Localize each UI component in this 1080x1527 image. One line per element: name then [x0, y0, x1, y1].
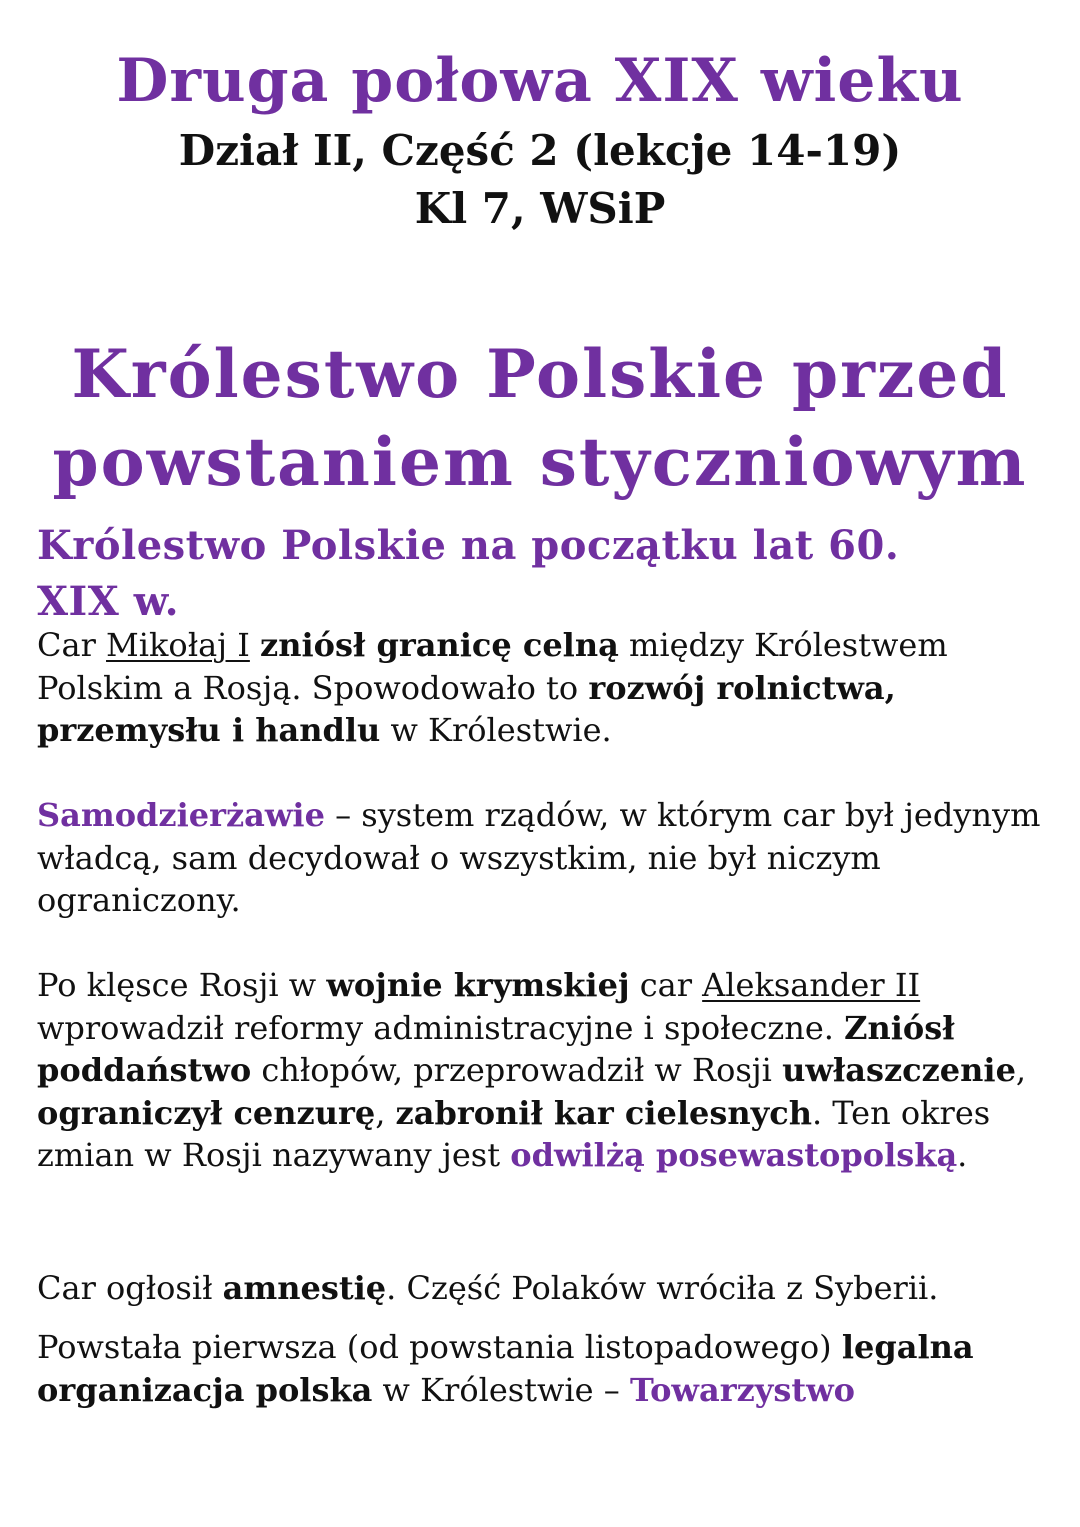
text-run: między Królestwem Polskim a Rosją. Spowodowało to: [37, 626, 948, 707]
key-term: uwłaszczenie: [782, 1051, 1016, 1089]
key-term: zabronił kar cielesnych: [395, 1093, 812, 1132]
text-run: [250, 626, 260, 664]
section-heading-line-2: XIX w.: [37, 578, 180, 625]
paragraph-autocracy-definition: [37, 794, 1047, 922]
text-run: Car ogłosił: [37, 1269, 223, 1307]
document-subtitle-class: Kl 7, WSiP: [414, 184, 666, 233]
text-run: . Część Polaków wróciła z Syberii.: [386, 1269, 939, 1307]
key-term: legalna organizacja polska: [37, 1328, 974, 1409]
text-run: wprowadził reformy administracyjne i społeczne.: [37, 1008, 845, 1047]
definition-term: Towarzystwo: [629, 1370, 856, 1409]
section-heading-line-1: Królestwo Polskie na początku lat 60.: [37, 522, 900, 569]
text-run: ,: [375, 1093, 396, 1132]
text-run: ,: [1015, 1051, 1027, 1089]
text-run: w Królestwie –: [372, 1370, 630, 1409]
document-title: Druga połowa XIX wieku: [116, 46, 964, 116]
key-term: wojnie krymskiej: [326, 966, 630, 1004]
paragraph-organization: [37, 1326, 1047, 1411]
text-run: Powstała pierwsza (od powstania listopadowego): [37, 1328, 842, 1366]
paragraph-customs-border: [37, 624, 1047, 752]
paragraph-amnesty: [37, 1267, 1047, 1310]
definition-term: odwilżą posewastopolską: [510, 1136, 958, 1174]
person-name-nicholas-i: Mikołaj I: [106, 626, 250, 664]
section-heading: [37, 518, 1027, 630]
text-run: Po klęsce Rosji w: [37, 966, 327, 1004]
key-term: rozwój rolnictwa, przemysłu i handlu: [37, 668, 896, 749]
text-run: Car: [37, 626, 107, 664]
lesson-title-line-2: powstaniem styczniowym: [52, 423, 1028, 501]
person-name-alexander-ii: Aleksander II: [702, 966, 921, 1004]
key-term: amnestię: [222, 1269, 387, 1307]
key-term: Zniósł poddaństwo: [37, 1008, 955, 1089]
text-run: .: [957, 1136, 968, 1174]
text-run: chłopów, przeprowadził w Rosji: [251, 1051, 783, 1089]
definition-term: Samodzierżawie: [37, 796, 325, 834]
document-subtitle-section: Dział II, Część 2 (lekcje 14-19): [178, 126, 902, 175]
text-run: w Królestwie.: [380, 711, 612, 749]
lesson-title: [0, 330, 1080, 506]
paragraph-reforms: [37, 964, 1047, 1177]
text-run: . Ten okres zmian w Rosji nazywany jest: [37, 1093, 991, 1174]
text-run: – system rządów, w którym car był jedynym władcą, sam decydował o wszystkim, nie był niczym ograniczony.: [37, 796, 1041, 919]
key-term: ograniczył cenzurę: [37, 1093, 376, 1132]
key-term: zniósł granicę celną: [260, 626, 619, 664]
text-run: car: [629, 966, 703, 1004]
lesson-title-line-1: Królestwo Polskie przed: [71, 335, 1009, 413]
